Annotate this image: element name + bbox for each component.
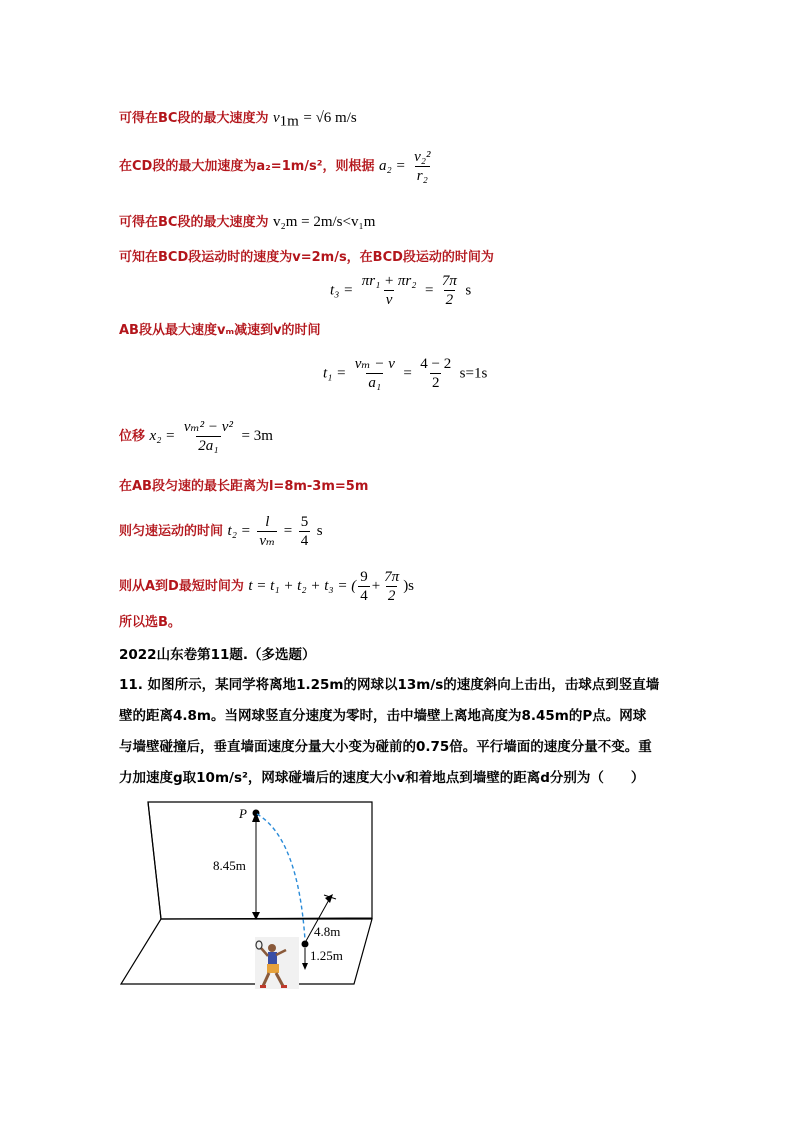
fraction — [182, 418, 235, 455]
solution-line-1 — [119, 108, 357, 132]
math-lhs: t₃ = — [330, 282, 354, 299]
denominator: 2 — [445, 292, 454, 308]
fraction — [353, 355, 397, 392]
fraction — [440, 272, 459, 309]
label-height-ball: 1.25m — [310, 948, 343, 963]
numerator: v₂² — [414, 149, 431, 165]
fraction — [360, 272, 419, 309]
solution-line-6 — [119, 418, 273, 455]
math-expr: t = t₁ + t₂ + t₃ = ( — [248, 578, 357, 594]
solution-line-7: 在AB段匀速的最长距离为l=8m-3m=5m — [119, 479, 369, 494]
denominator: 2 — [387, 588, 396, 604]
text: a₂=1m/s²，则根据 — [256, 159, 375, 174]
numerator: vₘ − v — [354, 356, 395, 372]
text: 在CD段的最大加速度为 — [119, 159, 257, 174]
solution-line-5: AB段从最大速度vₘ减速到v的时间 — [119, 323, 321, 338]
fraction — [382, 568, 401, 605]
denominator: 4 — [360, 588, 368, 604]
denominator: a₁ — [368, 375, 382, 391]
ball-trajectory — [257, 814, 305, 940]
math-lhs: t₂ = — [227, 523, 251, 539]
question-line-4: 力加速度g取10m/s²，网球碰墙后的速度大小v和着地点到墙壁的距离d分别为（ ） — [119, 770, 645, 786]
solution-line-8 — [119, 513, 323, 550]
tennis-wall-figure — [118, 798, 388, 998]
question-line-3: 与墙壁碰撞后，垂直墙面速度分量大小变为碰前的0.75倍。平行墙面的速度分量不变。重 — [119, 739, 652, 755]
equation-t3 — [330, 272, 471, 309]
numerator: 9 — [360, 569, 368, 585]
text: 则匀速运动的时间 — [119, 524, 224, 539]
question-line-1: 11. 如图所示，某同学将离地1.25m的网球以13m/s的速度斜向上击出，击球点到竖直墙 — [119, 677, 660, 693]
equals: = — [283, 523, 293, 539]
solution-line-2 — [119, 148, 435, 185]
numerator: 7π — [384, 569, 400, 585]
ball — [302, 941, 309, 948]
equation-t1 — [323, 355, 487, 392]
math-rhs: v₂m = 2m/s<v₁m — [272, 214, 376, 230]
fraction — [418, 355, 453, 392]
unit: s — [465, 282, 472, 299]
unit: s — [316, 523, 323, 539]
math-lhs: x₂ = — [149, 428, 176, 444]
numerator: 7π — [441, 273, 457, 289]
denominator: 2a₁ — [198, 438, 219, 454]
question-source: 2022山东卷第11题.（多选题） — [119, 647, 316, 663]
text: 则从A到D最短时间为 — [119, 579, 244, 594]
text: 可得在BC段的最大速度为 — [119, 111, 269, 126]
small-arrow-head — [302, 963, 308, 970]
wall-left-edge — [148, 802, 161, 919]
text: 位移 — [119, 429, 146, 444]
numerator: l — [265, 514, 270, 530]
label-height-wall: 8.45m — [213, 858, 246, 873]
fraction — [299, 513, 311, 550]
numerator: 4 − 2 — [420, 356, 452, 372]
solution-line-4: 可知在BCD段运动时的速度为v=2m/s，在BCD段运动的时间为 — [119, 250, 494, 265]
fraction — [358, 568, 370, 605]
wall — [148, 802, 372, 919]
math-end: )s — [403, 578, 415, 594]
plus: + — [371, 578, 381, 594]
denominator: v — [385, 292, 393, 308]
solution-line-10: 所以选B。 — [119, 615, 181, 630]
math-lhs: t₁ = — [323, 365, 347, 382]
denominator: vₘ — [259, 533, 276, 549]
label-distance: 4.8m — [314, 924, 341, 939]
numerator: πr₁ + πr₂ — [361, 273, 417, 289]
tennis-player-icon — [255, 937, 299, 989]
math-sub: 1m — [279, 113, 299, 130]
numerator: 5 — [300, 514, 309, 530]
fraction — [412, 148, 432, 185]
math-rhs: = √6 m/s — [303, 110, 357, 126]
fraction — [257, 513, 277, 550]
question-line-2: 壁的距离4.8m。当网球竖直分速度为零时，击中墙壁上离地高度为8.45m的P点。网球 — [119, 708, 647, 724]
numerator: vₘ² − v² — [183, 419, 233, 435]
unit: s=1s — [459, 365, 488, 382]
equals: = — [424, 282, 434, 299]
solution-line-9 — [119, 568, 414, 605]
math-var: v — [272, 110, 280, 126]
denominator: 2 — [431, 375, 440, 391]
math-rhs: = 3m — [241, 428, 273, 444]
equals: = — [403, 365, 412, 382]
denominator: r₂ — [416, 168, 428, 184]
denominator: 4 — [300, 533, 309, 549]
math-lhs: a₂ = — [379, 158, 406, 174]
text: 可得在BC段的最大速度为 — [119, 215, 269, 230]
label-p: P — [239, 806, 247, 821]
solution-line-3 — [119, 212, 375, 233]
